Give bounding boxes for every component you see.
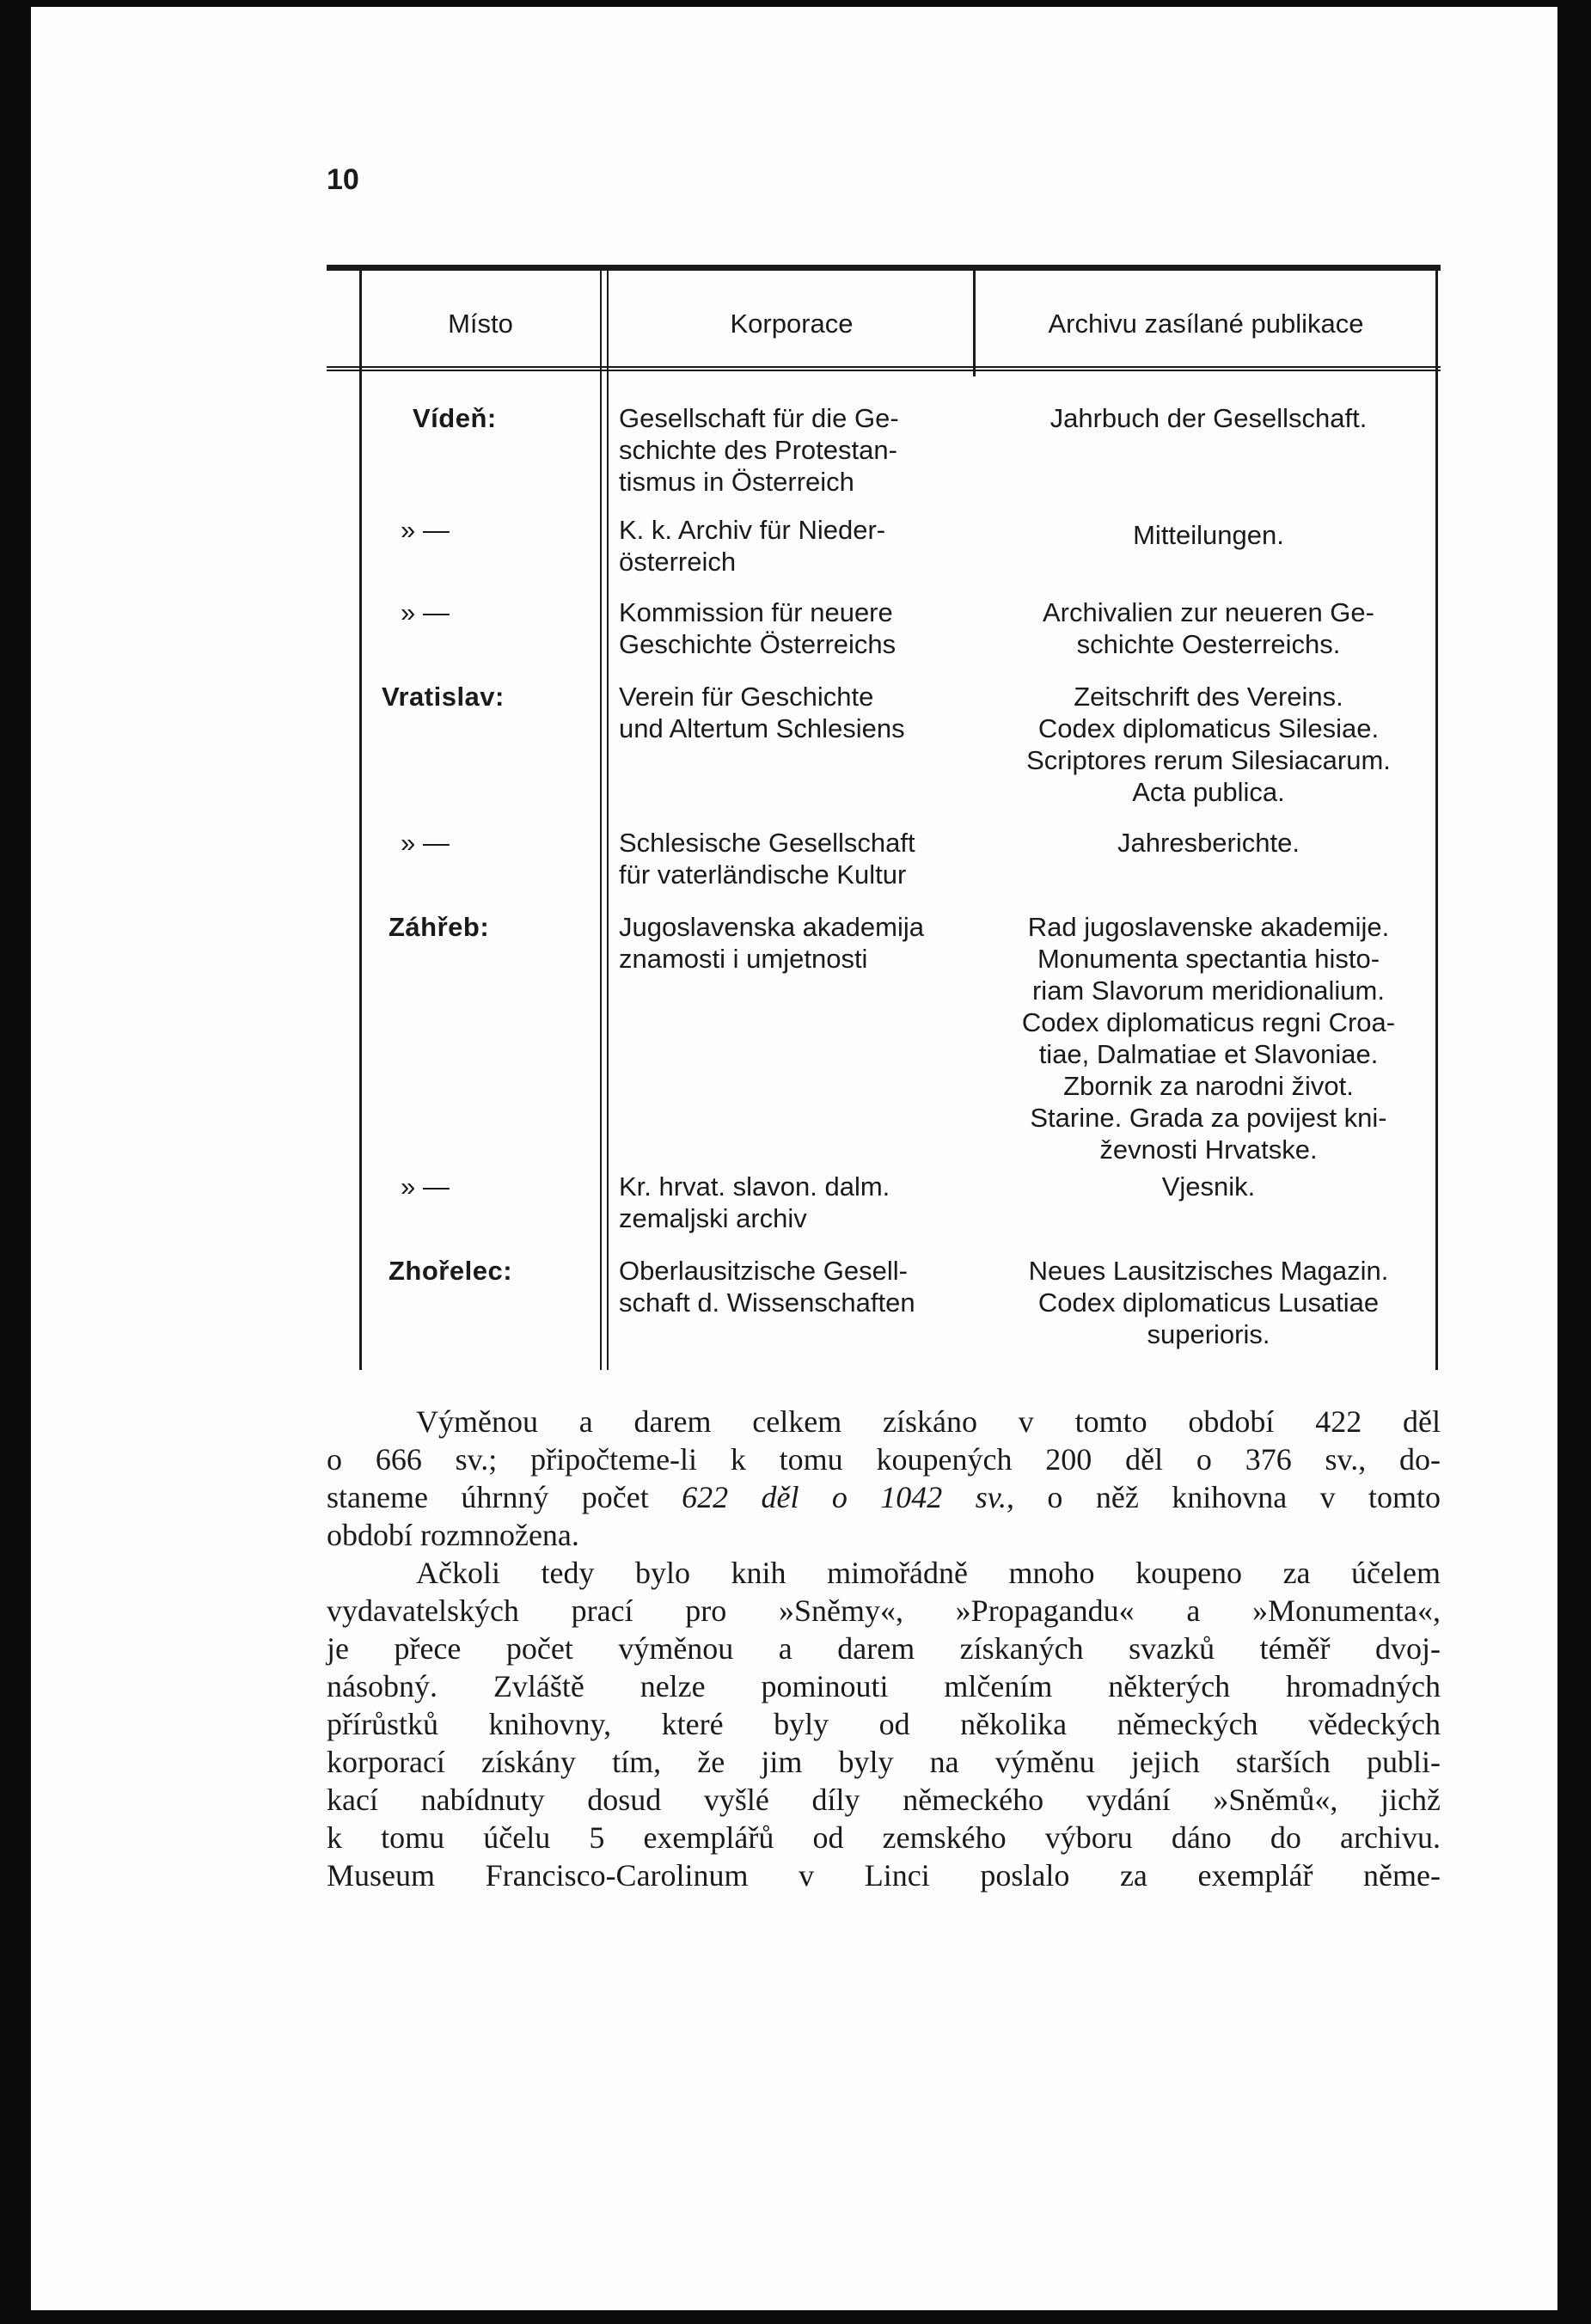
corporation-line: Kr. hrvat. slavon. dalm. (619, 1171, 890, 1202)
publication-line: Jahresberichte. (1117, 828, 1300, 858)
publication-line: Mitteilungen. (1133, 520, 1284, 550)
corporation-line: Oberlausitzische Gesell- (619, 1256, 908, 1286)
publication-line: Vjesnik. (1161, 1171, 1256, 1202)
corporation-line: K. k. Archiv für Nieder- (619, 515, 886, 545)
publication-line: schichte Oesterreichs. (1076, 629, 1341, 659)
ditto-mark: » — (401, 515, 450, 545)
corporation-cell (619, 681, 966, 744)
text-line: Museum Francisco-Carolinum v Linci poslalo za exemplář něme- (327, 1858, 1441, 1893)
text-line: Ačkoli tedy bylo knih mimořádně mnoho koupeno za účelem (416, 1556, 1441, 1590)
publications-cell (982, 1171, 1435, 1202)
column-header-place: Místo (448, 309, 513, 339)
table-header-rule (327, 366, 1441, 371)
publication-line: Scriptores rerum Silesiacarum. (1026, 745, 1391, 775)
corporation-cell (619, 402, 966, 498)
place-name: Vídeň: (413, 403, 497, 433)
place-name: Zhořelec: (389, 1256, 513, 1286)
text-line: kací nabídnuty dosud vyšlé díly německého vydání »Sněmů«, jichž (327, 1783, 1441, 1817)
publication-line: Rad jugoslavenske akademije. (1027, 912, 1390, 942)
publications-cell (982, 911, 1435, 1165)
body-text (327, 1403, 1441, 1894)
publications-cell (982, 402, 1435, 434)
ditto-mark: » — (401, 597, 450, 627)
publication-line: Zbornik za narodni život. (1063, 1071, 1354, 1101)
corporation-line: Geschichte Österreichs (619, 629, 896, 659)
text-line: je přece počet výměnou a darem získaných svazků téměř dvoj- (327, 1631, 1441, 1666)
corporation-line: Jugoslavenska akademija (619, 912, 924, 942)
emphasized-total: 622 děl o 1042 sv. (682, 1480, 1007, 1514)
text-line: o 666 sv.; připočteme-li k tomu koupených 200 děl o 376 sv., do- (327, 1442, 1441, 1477)
publication-line: ževnosti Hrvatske. (1099, 1134, 1318, 1165)
corporation-cell (619, 911, 966, 975)
corporation-line: für vaterländische Kultur (619, 859, 907, 890)
corporation-line: schaft d. Wissenschaften (619, 1287, 915, 1318)
exchange-table (327, 265, 1441, 1370)
text-line: Výměnou a darem celkem získáno v tomto období 422 děl (416, 1404, 1441, 1439)
table-column-divider-2 (973, 270, 976, 376)
text-line: násobný. Zvláště nelze pominouti mlčením některých hromadných (327, 1669, 1441, 1703)
publication-line: Archivalien zur neueren Ge- (1043, 597, 1374, 627)
text-segment: staneme úhrnný počet (327, 1480, 682, 1514)
corporation-line: Schlesische Gesellschaft (619, 828, 915, 858)
text-line: období rozmnožena. (327, 1518, 579, 1552)
publication-line: superioris. (1147, 1319, 1270, 1349)
page (31, 7, 1557, 2310)
publication-line: Monumenta spectantia histo- (1037, 944, 1380, 974)
publications-cell (982, 1255, 1435, 1350)
corporation-line: schichte des Protestan- (619, 435, 897, 465)
publication-line: Codex diplomaticus Lusatiae (1037, 1287, 1380, 1318)
publication-line: Starine. Grada za povijest kni- (1030, 1103, 1387, 1133)
corporation-line: Verein für Geschichte (619, 682, 874, 712)
corporation-line: und Altertum Schlesiens (619, 713, 905, 743)
ditto-mark: » — (401, 1171, 450, 1202)
table-column-divider-1 (600, 270, 609, 1370)
text-line (327, 1478, 1441, 1516)
corporation-cell (619, 514, 966, 578)
corporation-cell (619, 1171, 966, 1234)
page-number: 10 (327, 163, 359, 196)
column-header-corporation: Korporace (730, 309, 854, 339)
place-name: Vratislav: (382, 682, 505, 712)
corporation-line: Gesellschaft für die Ge- (619, 403, 899, 433)
publication-line: Codex diplomaticus Silesiae. (1037, 713, 1380, 743)
column-header-publications: Archivu zasílané publikace (1048, 309, 1364, 339)
publications-cell (982, 519, 1435, 551)
corporation-line: Kommission für neuere (619, 597, 893, 627)
publication-line: tiae, Dalmatiae et Slavoniae. (1038, 1039, 1379, 1069)
corporation-line: zemaljski archiv (619, 1203, 807, 1233)
table-right-border (1435, 270, 1438, 1370)
publication-line: Codex diplomaticus regni Croa- (1021, 1007, 1396, 1037)
text-line: korporací získány tím, že jim byly na výměnu jejich starších publi- (327, 1745, 1441, 1779)
table-left-border (359, 270, 362, 1370)
place-name: Záhřeb: (389, 912, 490, 942)
publication-line: Neues Lausitzisches Magazin. (1028, 1256, 1389, 1286)
table-top-rule (327, 265, 1441, 271)
paragraph (327, 1403, 1441, 1554)
corporation-line: österreich (619, 547, 737, 577)
corporation-cell (619, 827, 966, 890)
publication-line: Acta publica. (1132, 777, 1285, 807)
text-line: vydavatelských prací pro »Sněmy«, »Propagandu« a »Monumenta«, (327, 1593, 1441, 1628)
publications-cell (982, 827, 1435, 859)
publication-line: Jahrbuch der Gesellschaft. (1049, 403, 1368, 433)
text-segment: , o něž knihovna v tomto (1007, 1480, 1441, 1514)
text-line: přírůstků knihovny, které byly od několika německých vědeckých (327, 1707, 1441, 1741)
corporation-cell (619, 1255, 966, 1318)
corporation-line: tismus in Österreich (619, 467, 854, 497)
ditto-mark: » — (401, 828, 450, 858)
corporation-line: znamosti i umjetnosti (619, 944, 868, 974)
publications-cell (982, 681, 1435, 808)
corporation-cell (619, 596, 966, 660)
paragraph (327, 1554, 1441, 1894)
publication-line: Zeitschrift des Vereins. (1074, 682, 1343, 712)
text-line: k tomu účelu 5 exemplářů od zemského výboru dáno do archivu. (327, 1820, 1441, 1855)
publication-line: riam Slavorum meridionalium. (1031, 975, 1385, 1006)
publications-cell (982, 596, 1435, 660)
